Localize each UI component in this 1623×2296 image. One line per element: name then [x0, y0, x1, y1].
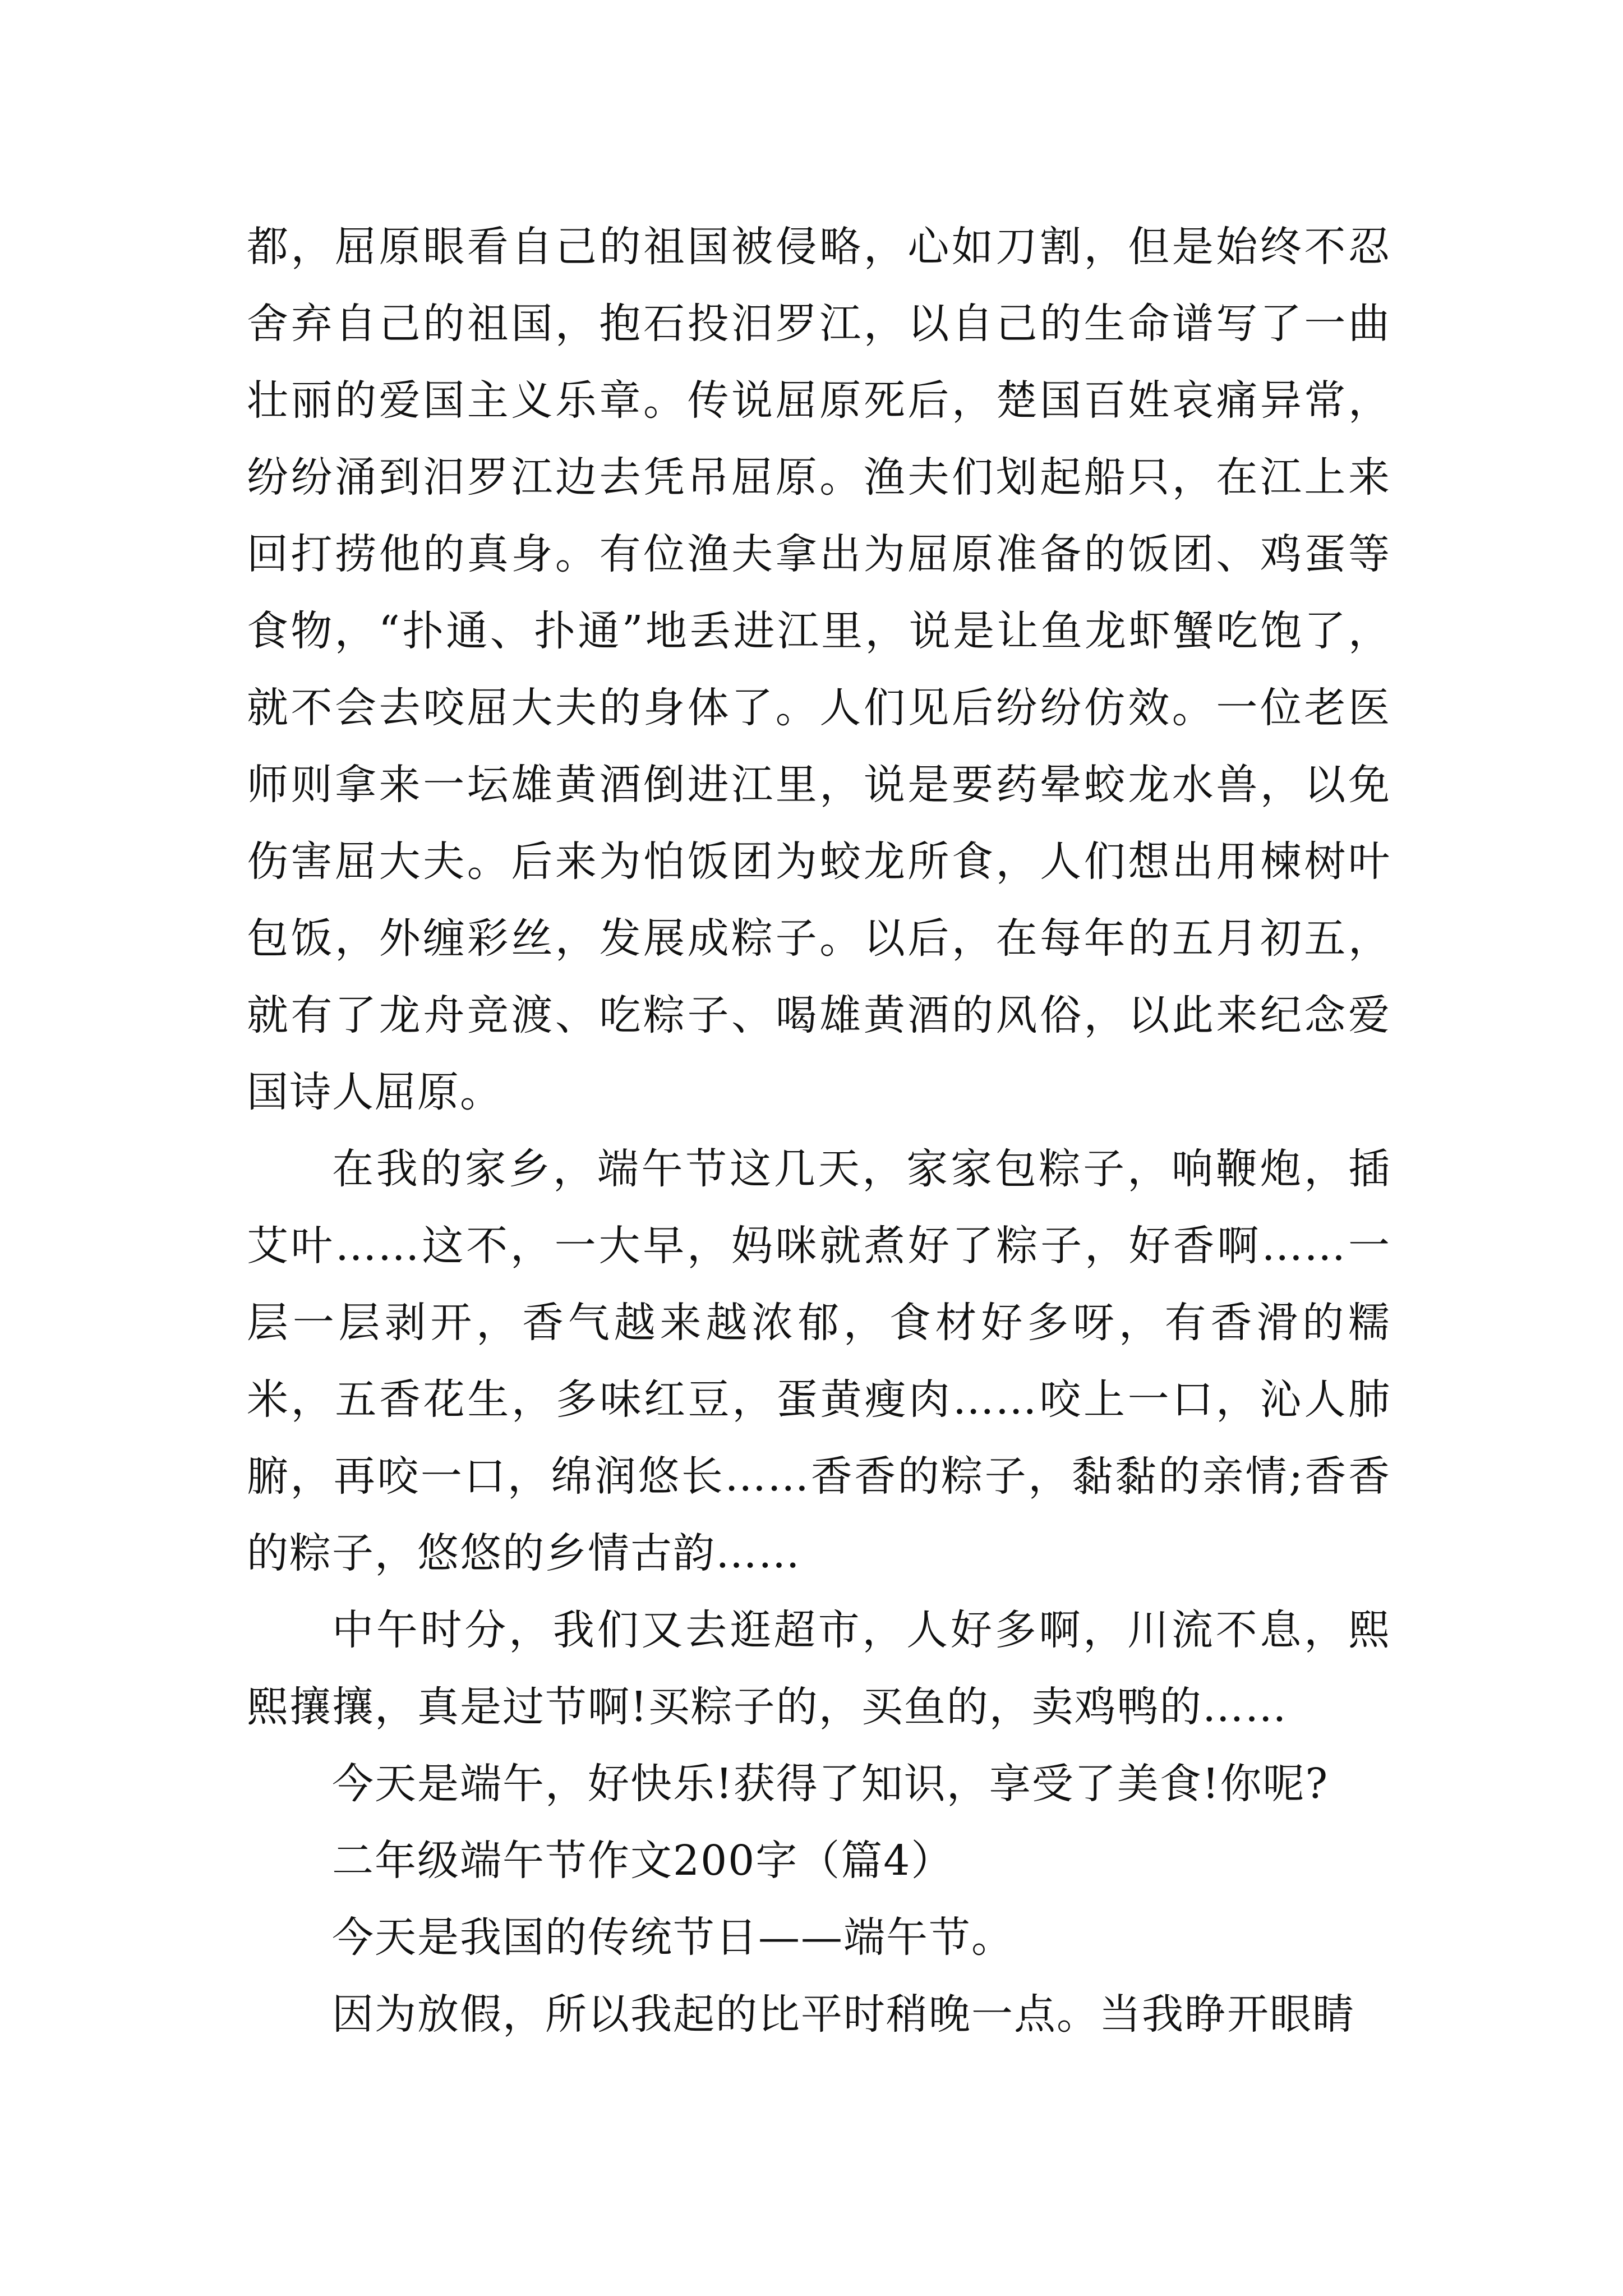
- paragraph-holiday-morning: 因为放假，所以我起的比平时稍晚一点。当我睁开眼睛: [332, 1990, 1355, 2039]
- essay-body: [247, 209, 1391, 2053]
- paragraph-hometown-zongzi: 在我的家乡，端午节这几天，家家包粽子，响鞭炮，插艾叶……这不，一大早，妈咪就煮好了粽子，好香啊……一层一层剥开，香气越来越浓郁，食材好多呀，有香滑的糯米，五香花生，多味红豆，蛋黄瘦肉……咬上一口，沁人肺腑，再咬一口，绵润悠长……香香的粽子，黏黏的亲情;香香的粽子，悠悠的乡情古韵……: [247, 1145, 1391, 1577]
- essay-heading-part-4: 二年级端午节作文200字（篇4）: [332, 1837, 954, 1885]
- paragraph-happy-duanwu: 今天是端午，好快乐!获得了知识，享受了美食!你呢?: [332, 1760, 1329, 1808]
- paragraph-qu-yuan-legend: 都，屈原眼看自己的祖国被侵略，心如刀割，但是始终不忍舍弃自己的祖国，抱石投汨罗江，以自己的生命谱写了一曲壮丽的爱国主义乐章。传说屈原死后，楚国百姓哀痛异常，纷纷涌到汨罗江边去凭吊屈原。渔夫们划起船只，在江上来回打捞他的真身。有位渔夫拿出为屈原准备的饭团、鸡蛋等食物，“扑通、扑通”地丢进江里，说是让鱼龙虾蟹吃饱了，就不会去咬屈大夫的身体了。人们见后纷纷仿效。一位老医师则拿来一坛雄黄酒倒进江里，说是要药晕蛟龙水兽，以免伤害屈大夫。后来为怕饭团为蛟龙所食，人们想出用楝树叶包饭，外缠彩丝，发展成粽子。以后，在每年的五月初五，就有了龙舟竞渡、吃粽子、喝雄黄酒的风俗，以此来纪念爱国诗人屈原。: [247, 223, 1391, 1116]
- paragraph-supermarket: 中午时分，我们又去逛超市，人好多啊，川流不息，熙熙攘攘，真是过节啊!买粽子的，买鱼的，卖鸡鸭的……: [247, 1606, 1391, 1731]
- paragraph-traditional-festival: 今天是我国的传统节日——端午节。: [332, 1913, 1014, 1962]
